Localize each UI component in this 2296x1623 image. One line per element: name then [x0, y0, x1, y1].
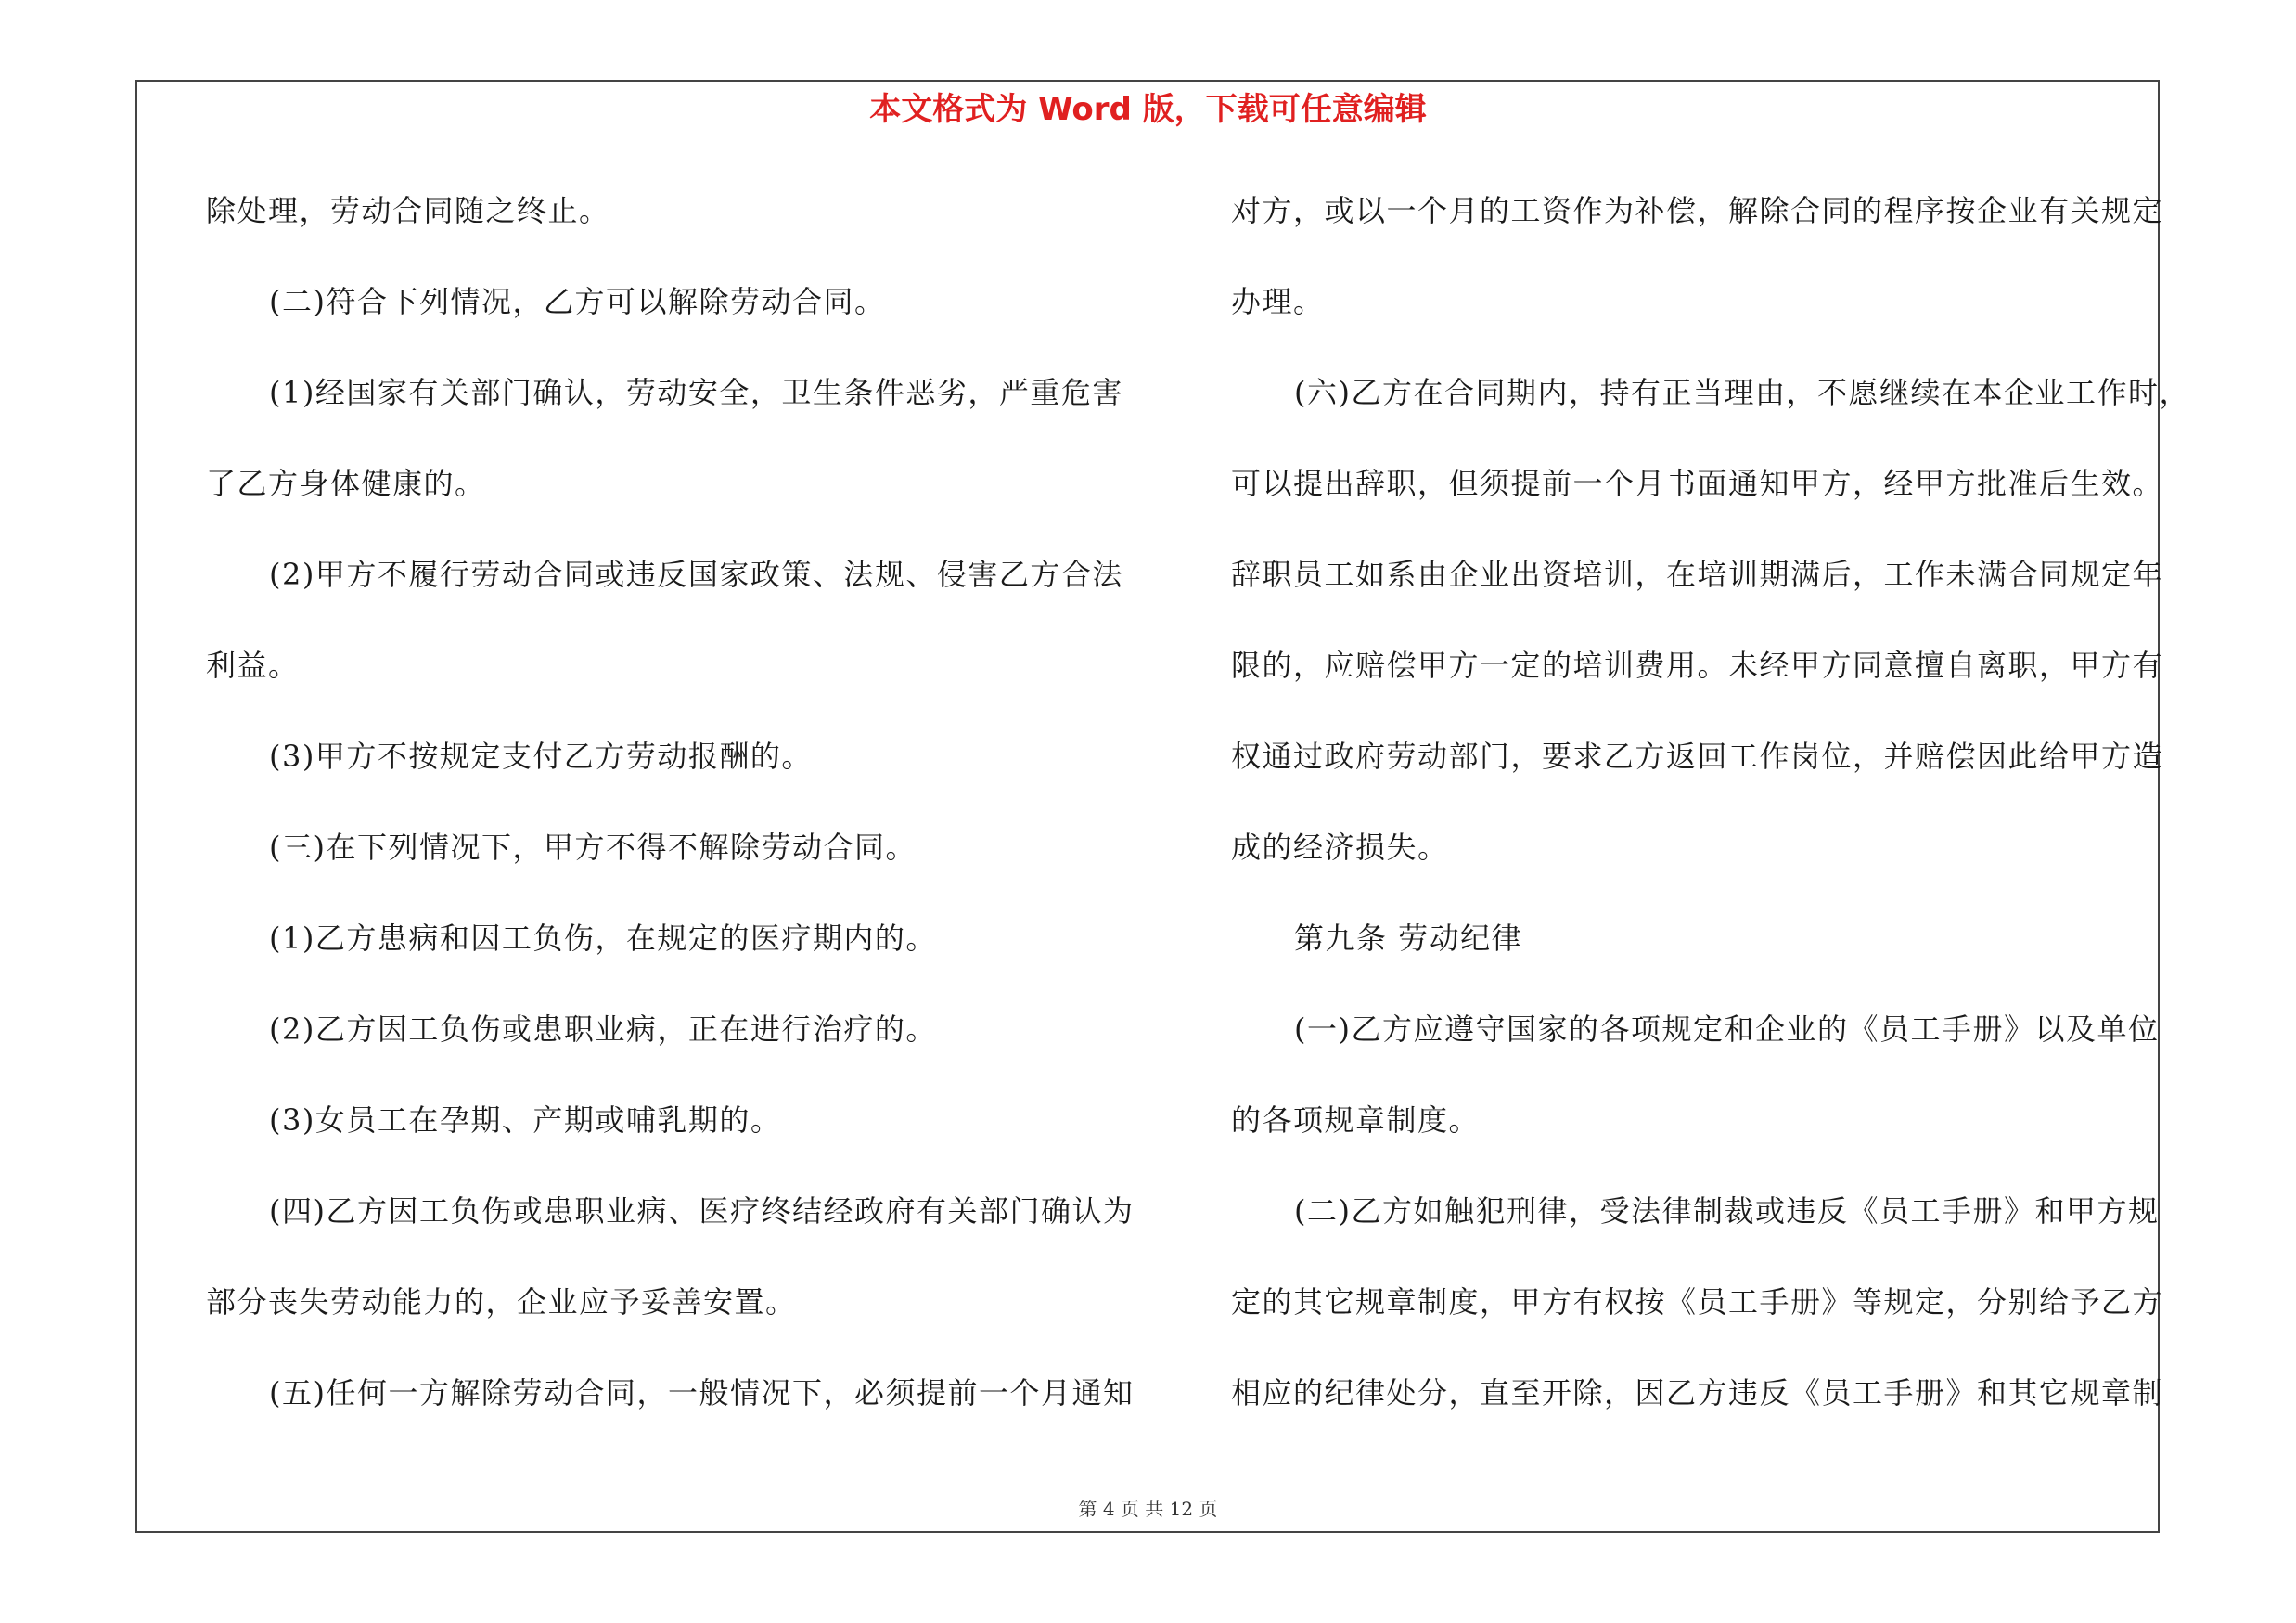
- paragraph-line: 的各项规章制度。: [1231, 1102, 1481, 1138]
- paragraph-line: 办理。: [1231, 284, 1325, 319]
- paragraph-line: 利益。: [206, 648, 300, 683]
- paragraph-line: (二)符合下列情况，乙方可以解除劳动合同。: [269, 284, 886, 319]
- paragraph-line: (2)甲方不履行劳动合同或违反国家政策、法规、侵害乙方合法: [269, 557, 1123, 592]
- paragraph-line: (3)女员工在孕期、产期或哺乳期的。: [269, 1102, 782, 1138]
- paragraph-line: (1)乙方患病和因工负伤，在规定的医疗期内的。: [269, 921, 937, 956]
- paragraph-line: 成的经济损失。: [1231, 830, 1449, 865]
- paragraph-line: 辞职员工如系由企业出资培训，在培训期满后，工作未满合同规定年: [1231, 557, 2164, 592]
- paragraph-line: (2)乙方因工负伤或患职业病，正在进行治疗的。: [269, 1011, 937, 1047]
- article-heading: 第九条 劳动纪律: [1294, 921, 1523, 956]
- paragraph-line: 限的，应赔偿甲方一定的培训费用。未经甲方同意擅自离职，甲方有: [1231, 648, 2164, 683]
- paragraph-line: (六)乙方在合同期内，持有正当理由，不愿继续在本企业工作时，: [1294, 375, 2190, 410]
- paragraph-line: 对方，或以一个月的工资作为补偿，解除合同的程序按企业有关规定: [1231, 193, 2164, 228]
- paragraph-line: 除处理，劳动合同随之终止。: [206, 193, 610, 228]
- paragraph-line: 定的其它规章制度，甲方有权按《员工手册》等规定，分别给予乙方: [1231, 1284, 2164, 1320]
- paragraph-line: (一)乙方应遵守国家的各项规定和企业的《员工手册》以及单位: [1294, 1011, 2160, 1047]
- paragraph-line: 可以提出辞职，但须提前一个月书面通知甲方，经甲方批准后生效。: [1231, 466, 2164, 501]
- paragraph-line: (五)任何一方解除劳动合同，一般情况下，必须提前一个月通知: [269, 1375, 1135, 1410]
- paragraph-line: 权通过政府劳动部门，要求乙方返回工作岗位，并赔偿因此给甲方造: [1231, 739, 2164, 774]
- paragraph-line: (3)甲方不按规定支付乙方劳动报酬的。: [269, 739, 813, 774]
- paragraph-line: (1)经国家有关部门确认，劳动安全，卫生条件恶劣，严重危害: [269, 375, 1123, 410]
- page-number: 第 4 页 共 12 页: [1078, 1498, 1218, 1520]
- paragraph-line: 了乙方身体健康的。: [206, 466, 486, 501]
- paragraph-line: (三)在下列情况下，甲方不得不解除劳动合同。: [269, 830, 917, 865]
- paragraph-line: (四)乙方因工负伤或患职业病、医疗终结经政府有关部门确认为: [269, 1193, 1135, 1229]
- paragraph-line: (二)乙方如触犯刑律，受法律制裁或违反《员工手册》和甲方规: [1294, 1193, 2160, 1229]
- paragraph-line: 部分丧失劳动能力的，企业应予妥善安置。: [206, 1284, 797, 1320]
- paragraph-line: 相应的纪律处分，直至开除，因乙方违反《员工手册》和其它规章制: [1231, 1375, 2164, 1410]
- header-banner: 本文格式为 Word 版，下载可任意编辑: [869, 91, 1427, 128]
